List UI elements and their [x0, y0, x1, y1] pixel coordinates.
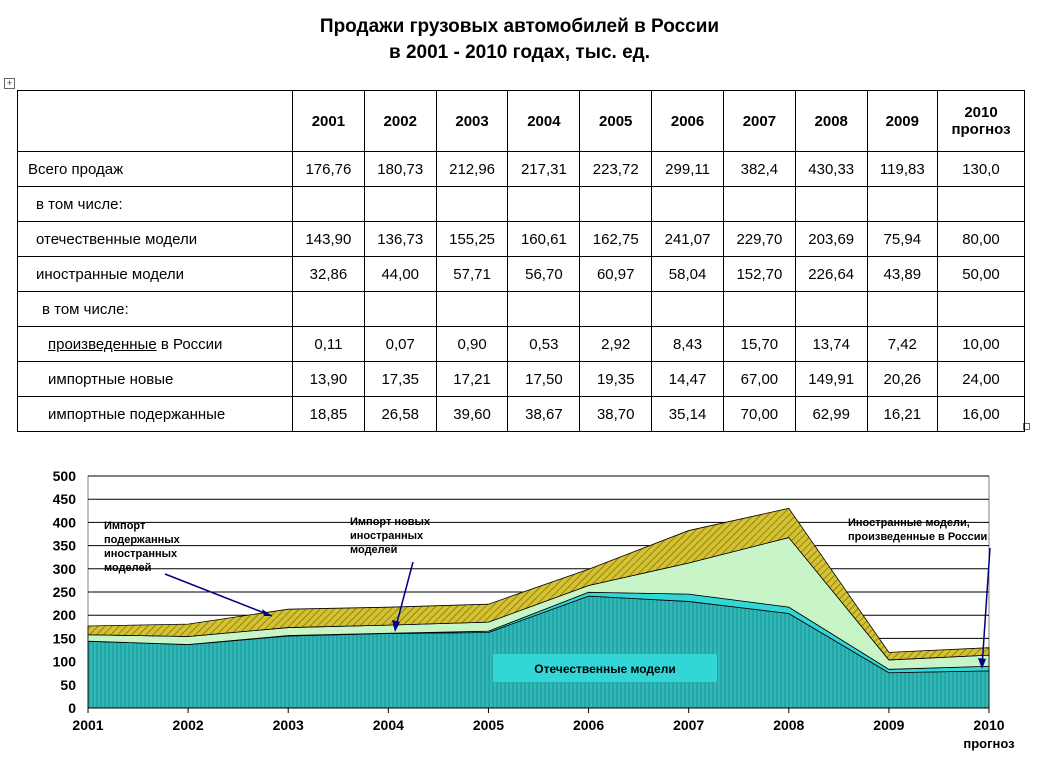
- table-cell: 130,0: [938, 152, 1025, 187]
- row-label: Всего продаж: [18, 152, 293, 187]
- sales-table: [17, 90, 1025, 432]
- header-cell: 2004: [508, 91, 580, 152]
- table-cell: [580, 292, 652, 327]
- header-cell: 2001: [293, 91, 365, 152]
- table-cell: [364, 292, 436, 327]
- table-cell: 56,70: [508, 257, 580, 292]
- table-cell: 299,11: [652, 152, 724, 187]
- table-cell: 0,90: [436, 327, 508, 362]
- row-label: импортные подержанные: [18, 397, 293, 432]
- table-cell: 176,76: [293, 152, 365, 187]
- table-cell: 160,61: [508, 222, 580, 257]
- table-cell: 13,74: [795, 327, 867, 362]
- table-cell: 13,90: [293, 362, 365, 397]
- table-cell: 7,42: [867, 327, 937, 362]
- table-cell: 67,00: [723, 362, 795, 397]
- row-label: отечественные модели: [18, 222, 293, 257]
- table-cell: 57,71: [436, 257, 508, 292]
- x-tick-label: 2001: [72, 717, 104, 733]
- table-cell: 0,11: [293, 327, 365, 362]
- table-cell: 16,21: [867, 397, 937, 432]
- y-tick-label: 200: [52, 607, 76, 624]
- row-label: в том числе:: [18, 187, 293, 222]
- table-cell: 180,73: [364, 152, 436, 187]
- table-cell: [652, 292, 724, 327]
- table-cell: [436, 187, 508, 222]
- table-cell: 10,00: [938, 327, 1025, 362]
- table-cell: [723, 187, 795, 222]
- table-cell: 80,00: [938, 222, 1025, 257]
- annotation-domestic: Отечественные модели: [534, 662, 676, 676]
- y-tick-label: 350: [52, 537, 76, 554]
- x-tick-label: 2005: [472, 717, 505, 733]
- x-tick-label: 2008: [773, 717, 805, 733]
- table-cell: [938, 187, 1025, 222]
- header-cell: 2006: [652, 91, 724, 152]
- table-row: [18, 362, 1025, 397]
- header-cell: 2003: [436, 91, 508, 152]
- table-cell: [652, 187, 724, 222]
- table-cell: 8,43: [652, 327, 724, 362]
- y-tick-label: 500: [52, 468, 76, 484]
- row-label: в том числе:: [18, 292, 293, 327]
- table-cell: 119,83: [867, 152, 937, 187]
- header-cell: 2007: [723, 91, 795, 152]
- header-cell: [18, 91, 293, 152]
- table-cell: 38,70: [580, 397, 652, 432]
- y-tick-label: 50: [60, 676, 76, 693]
- table-cell: 0,07: [364, 327, 436, 362]
- table-cell: 149,91: [795, 362, 867, 397]
- table-cell: [795, 187, 867, 222]
- table-cell: 75,94: [867, 222, 937, 257]
- table-cell: [508, 187, 580, 222]
- stacked-area-chart: [0, 462, 1039, 768]
- table-cell: 155,25: [436, 222, 508, 257]
- y-tick-label: 300: [52, 560, 76, 577]
- table-cell: [938, 292, 1025, 327]
- table-row: [18, 327, 1025, 362]
- table-header-row: [18, 91, 1025, 152]
- table-cell: 2,92: [580, 327, 652, 362]
- table-row: [18, 152, 1025, 187]
- annotation-new-imports: Импорт новых иностранных моделей: [350, 516, 431, 556]
- table-cell: 20,26: [867, 362, 937, 397]
- table-cell: 35,14: [652, 397, 724, 432]
- table-cell: 17,21: [436, 362, 508, 397]
- page-title: [0, 14, 1039, 66]
- header-cell: 2009: [867, 91, 937, 152]
- table-move-handle-icon[interactable]: +: [4, 78, 15, 89]
- x-tick-label: 2009: [873, 717, 905, 733]
- table-cell: 70,00: [723, 397, 795, 432]
- table-cell: 62,99: [795, 397, 867, 432]
- y-tick-label: 100: [52, 653, 76, 670]
- table-row: [18, 292, 1025, 327]
- table-cell: 136,73: [364, 222, 436, 257]
- row-label: импортные новые: [18, 362, 293, 397]
- table-cell: 152,70: [723, 257, 795, 292]
- y-tick-label: 450: [52, 491, 76, 508]
- header-cell: 2008: [795, 91, 867, 152]
- table-cell: [723, 292, 795, 327]
- title-line-1: Продажи грузовых автомобилей в России: [319, 16, 720, 37]
- table-cell: 15,70: [723, 327, 795, 362]
- x-tick-label: 2006: [572, 717, 605, 733]
- table-cell: 241,07: [652, 222, 724, 257]
- table-cell: [867, 292, 937, 327]
- table-cell: 430,33: [795, 152, 867, 187]
- table-cell: 217,31: [508, 152, 580, 187]
- y-tick-label: 150: [52, 630, 76, 647]
- header-cell: 2002: [364, 91, 436, 152]
- table-cell: 0,53: [508, 327, 580, 362]
- table-cell: 17,35: [364, 362, 436, 397]
- table-cell: 39,60: [436, 397, 508, 432]
- table-cell: 229,70: [723, 222, 795, 257]
- table-cell: [580, 187, 652, 222]
- table-row: [18, 187, 1025, 222]
- x-tick-label: 2010: [973, 717, 1005, 733]
- table-cell: [867, 187, 937, 222]
- table-cell: 26,58: [364, 397, 436, 432]
- x-tick-label: 2002: [172, 717, 204, 733]
- table-cell: 60,97: [580, 257, 652, 292]
- table-cell: 19,35: [580, 362, 652, 397]
- table-cell: [436, 292, 508, 327]
- title-line-2: в 2001 - 2010 годах, тыс. ед.: [389, 42, 650, 63]
- header-cell: 2005: [580, 91, 652, 152]
- table-cell: 16,00: [938, 397, 1025, 432]
- table-cell: 24,00: [938, 362, 1025, 397]
- y-tick-label: 250: [52, 584, 76, 600]
- table-cell: 43,89: [867, 257, 937, 292]
- table-row: [18, 397, 1025, 432]
- x-tick-label: 2004: [372, 717, 404, 733]
- table-cell: 18,85: [293, 397, 365, 432]
- table-cell: 226,64: [795, 257, 867, 292]
- row-label: иностранные модели: [18, 257, 293, 292]
- table-cell: 17,50: [508, 362, 580, 397]
- table-cell: [293, 187, 365, 222]
- annotation-made-in-russia: Иностранные модели, произведенные в России: [848, 517, 988, 543]
- y-tick-label: 400: [52, 514, 76, 531]
- y-tick-label: 0: [68, 700, 76, 716]
- annotation-used-imports: Импорт подержанных иностранных моделей: [104, 520, 180, 574]
- table-cell: 44,00: [364, 257, 436, 292]
- table-cell: 162,75: [580, 222, 652, 257]
- table-cell: [508, 292, 580, 327]
- table-cell: 382,4: [723, 152, 795, 187]
- x-tick-sublabel: прогноз: [963, 736, 1015, 751]
- table-cell: 58,04: [652, 257, 724, 292]
- table-cell: [364, 187, 436, 222]
- table-cell: 50,00: [938, 257, 1025, 292]
- table-cell: 14,47: [652, 362, 724, 397]
- table-cell: 203,69: [795, 222, 867, 257]
- x-tick-label: 2003: [272, 717, 304, 733]
- table-row: [18, 222, 1025, 257]
- table-cell: [293, 292, 365, 327]
- table-cell: 143,90: [293, 222, 365, 257]
- row-label: произведенные в России: [18, 327, 293, 362]
- table-cell: 32,86: [293, 257, 365, 292]
- table-cell: 212,96: [436, 152, 508, 187]
- x-tick-label: 2007: [673, 717, 705, 733]
- table-cell: [795, 292, 867, 327]
- table-cell: 38,67: [508, 397, 580, 432]
- table-row: [18, 257, 1025, 292]
- table-cell: 223,72: [580, 152, 652, 187]
- header-cell: 2010 прогноз: [938, 91, 1025, 152]
